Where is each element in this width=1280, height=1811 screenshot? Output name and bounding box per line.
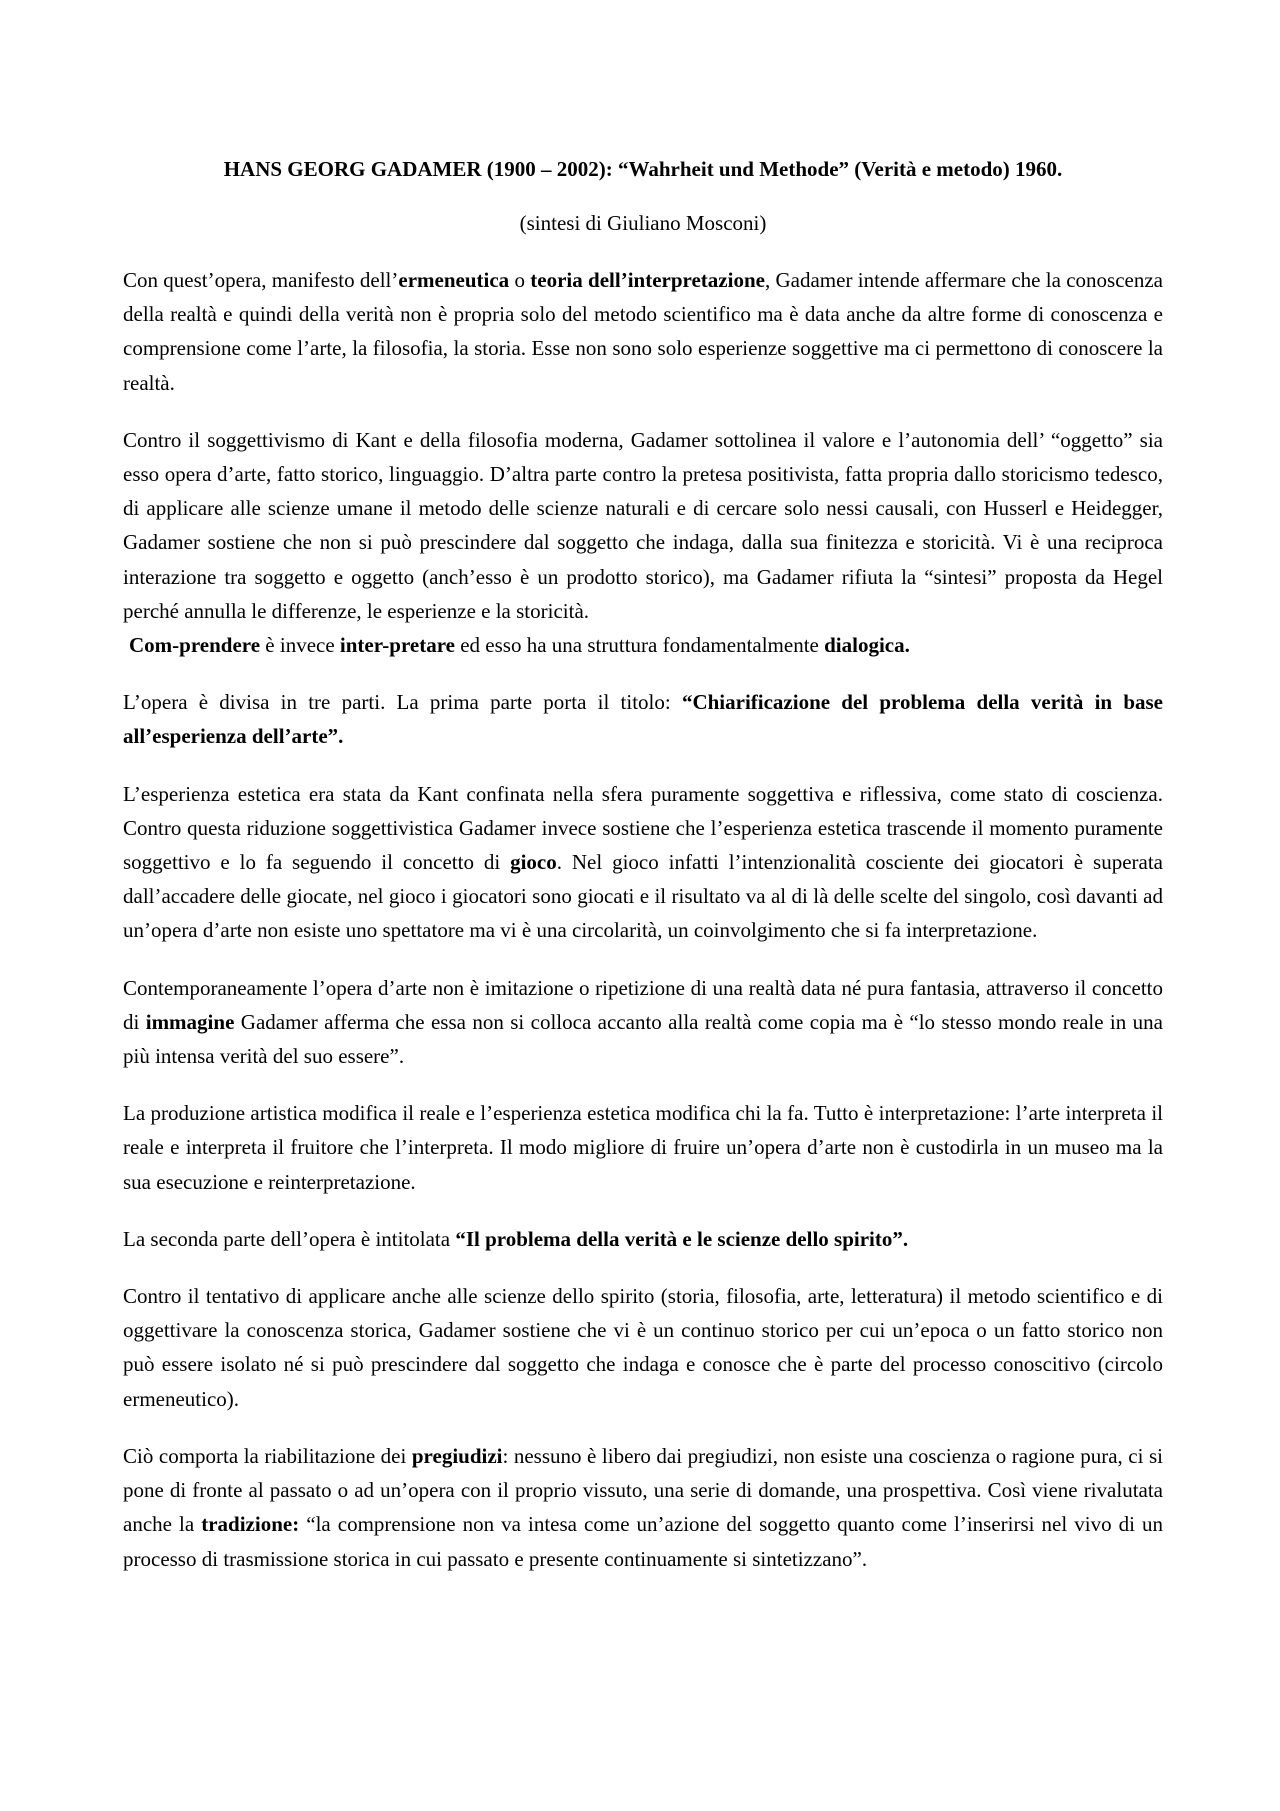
text-span: : nessuno è libero dai pregiudizi, non esiste una coscienza o ragione pura, ci si pone di fronte al passato o ad un’opera con il proprio vissuto, una serie di domande, una prospettiva. Così viene rivalutata anche la bbox=[123, 1443, 1163, 1537]
text-span: L’esperienza estetica era stata da Kant confinata nella sfera puramente soggettiva e riflessiva, come stato di coscienza. Contro questa riduzione soggettivistica Gadamer invece sostiene che l’esperienza estetica trascende il momento puramente soggettivo e lo fa seguendo il concetto di bbox=[123, 781, 1163, 875]
paragraph-kant bbox=[123, 423, 1163, 628]
text-span: Contro il tentativo di applicare anche alle scienze dello spirito (storia, filosofia, arte, letteratura) il metodo scientifico e di oggettivare la conoscenza storica, Gadamer sostiene che vi è un continuo storico per cui un’epoca o un fatto storico non può essere isolato né si può prescindere dal soggetto che indaga e conosce che è parte del processo conoscitivo (circolo ermeneutico). bbox=[123, 1284, 1163, 1411]
bold-section-title: “Il problema della verità e le scienze dello spirito”. bbox=[455, 1226, 909, 1251]
paragraph-scienze-spirito bbox=[123, 1279, 1163, 1416]
bold-term: teoria dell’interpretazione bbox=[530, 268, 765, 292]
text-span: “la comprensione non va intesa come un’azione del soggetto quanto come l’inserirsi nel vivo di un processo di trasmissione storica in cui passato e presente continuamente si sintetizzano”. bbox=[123, 1512, 1163, 1571]
paragraph-pregiudizi bbox=[123, 1439, 1163, 1576]
text-span: Gadamer afferma che essa non si colloca accanto alla realtà come copia ma è “lo stesso mondo reale in una più intensa verità del suo essere”. bbox=[123, 1009, 1163, 1069]
bold-term: inter-pretare bbox=[339, 633, 455, 658]
text-span: La produzione artistica modifica il reale e l’esperienza estetica modifica chi la fa. Tutto è interpretazione: l’arte interpreta il reale e interpreta il fruitore che l’interpreta. Il modo migliore di fruire un’opera d’arte non è custodirla in un museo ma la sua esecuzione e reinterpretazione. bbox=[123, 1101, 1163, 1194]
text-span: . Nel gioco infatti l’intenzionalità cosciente dei giocatori è superata dall’accadere delle giocate, nel gioco i giocatori sono giocati e il risultato va al di là delle scelte del singolo, così davanti ad un’opera d’arte non esiste uno spettatore ma vi è una circolarità, un coinvolgimento che si fa interpretazione. bbox=[123, 850, 1163, 943]
bold-term: Com-prendere bbox=[129, 633, 261, 658]
paragraph-immagine bbox=[123, 971, 1163, 1074]
text-span: o bbox=[509, 268, 531, 292]
bold-term: ermeneutica bbox=[398, 268, 510, 292]
text-span: Ciò comporta la riabilitazione dei bbox=[123, 1443, 412, 1468]
document-title: HANS GEORG GADAMER (1900 – 2002): “Wahrheit und Methode” (Verità e metodo) 1960. bbox=[223, 157, 1063, 181]
text-span: è invece bbox=[260, 633, 340, 658]
text-span: Contemporaneamente l’opera d’arte non è imitazione o ripetizione di una realtà data né pura fantasia, attraverso il concetto di bbox=[123, 975, 1163, 1034]
bold-term: pregiudizi bbox=[411, 1443, 503, 1468]
text-span: La seconda parte dell’opera è intitolata bbox=[123, 1226, 456, 1251]
bold-term: gioco bbox=[510, 850, 557, 875]
document-subtitle: (sintesi di Giuliano Mosconi) bbox=[519, 211, 767, 235]
bold-term: immagine bbox=[145, 1009, 235, 1034]
paragraph-produzione-artistica bbox=[123, 1096, 1163, 1199]
bold-term: dialogica. bbox=[824, 633, 910, 658]
bold-term: tradizione: bbox=[201, 1512, 300, 1537]
text-span: Con quest’opera, manifesto dell’ bbox=[123, 268, 399, 292]
bold-section-title: “Chiarificazione del problema della verità in base all’esperienza dell’arte”. bbox=[123, 690, 1163, 749]
text-span: Contro il soggettivismo di Kant e della filosofia moderna, Gadamer sottolinea il valore e l’autonomia dell’ “oggetto” sia esso opera d’arte, fatto storico, linguaggio. D’altra parte contro la pretesa positivista, fatta propria dallo storicismo tedesco, di applicare alle scienze umane il metodo delle scienze naturali e di cercare solo nessi causali, con Husserl e Heidegger, Gadamer sostiene che non si può prescindere dal soggetto che indaga, dalla sua finitezza e storicità. Vi è una reciproca interazione tra soggetto e oggetto (anch’esso è un prodotto storico), ma Gadamer rifiuta la “sintesi” proposta da Hegel perché annulla le differenze, le esperienze e la storicità. bbox=[123, 427, 1163, 623]
text-span: ed esso ha una struttura fondamentalmente bbox=[454, 633, 825, 658]
text-span: , Gadamer intende affermare che la conoscenza della realtà e quindi della verità non è propria solo del metodo scientifico ma è data anche da altre forme di conoscenza e comprensione come l’arte, la filosofia, la storia. Esse non sono solo esperienze soggettive ma ci permettono di conoscere la realtà. bbox=[123, 268, 1164, 395]
paragraph-intro bbox=[123, 263, 1163, 400]
paragraph-esperienza-estetica bbox=[123, 777, 1163, 948]
text-span: L’opera è divisa in tre parti. La prima parte porta il titolo: bbox=[123, 690, 682, 715]
paragraph-first-part bbox=[123, 685, 1163, 753]
paragraph-second-part bbox=[123, 1222, 1163, 1256]
paragraph-comprendere bbox=[123, 628, 1163, 662]
